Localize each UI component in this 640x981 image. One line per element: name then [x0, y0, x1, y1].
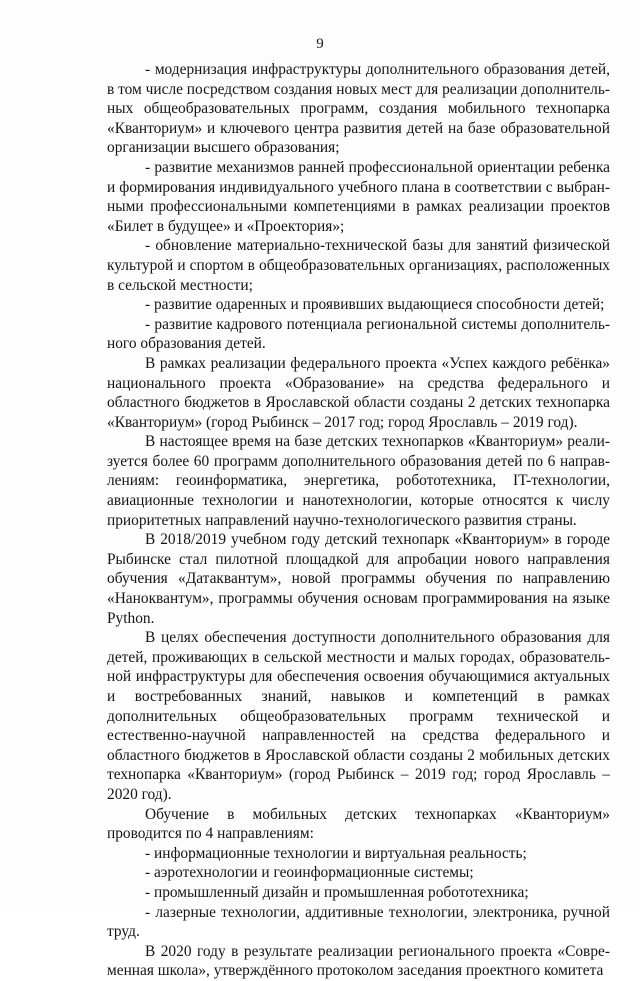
- paragraph-directions-intro: Обучение в мобильных детских технопарках «Кванториум» проводится по 4 направлениям:: [107, 805, 610, 843]
- list-item-design: - промышленный дизайн и промышленная робототехника;: [145, 883, 529, 901]
- list-item-laser: - лазерные технологии, аддитивные технологии, электроника, ручной труд.: [107, 903, 610, 941]
- document-body: [107, 60, 610, 981]
- page-number: 9: [316, 36, 324, 52]
- paragraph-federal-project: В рамках реализации федерального проекта «Успех каждого ребёнка» национального проекта «Образование» на средства федерального и областного бюджетов в Ярославской области созданы 2 детских технопарка «Кванториум» (город Рыбинск – 2017 год; город Ярославль – 2019 год).: [107, 354, 610, 431]
- paragraph-pilot-site: В 2018/2019 учебном году детский технопарк «Кванториум» в городе Рыбинске стал пилотной площадкой для апробации нового направления обучения «Датаквантум», новой программы обучения по направлению «Наноквантум», программы обучения основам программирования на языке Python.: [107, 531, 610, 627]
- paragraph-programs: В настоящее время на базе детских технопарков «Кванториум» реализуется более 60 программ дополнительного образования детей по 6 направлениям: геоинформатика, энергетика, робототехника, IT-технологии, авиационные технологии и нанотехнологии, которые относятся к числу приоритетных направлений научно-технологического развития страны.: [107, 433, 610, 529]
- paragraph-staff-potential: - развитие кадрового потенциала региональной системы дополнительного образования детей.: [107, 315, 610, 353]
- list-item-it: - информационные технологии и виртуальная реальность;: [145, 844, 527, 862]
- paragraph-infrastructure: - модернизация инфраструктуры дополнительного образования детей, в том числе посредством создания новых мест для реализации дополнительных общеобразовательных программ, создания мобильного технопарка «Кванториум» и ключевого центра развития детей на базе образовательной организации высшего образования;: [107, 61, 610, 157]
- paragraph-career-guidance: - развитие механизмов ранней профессиональной ориентации ребенка и формирования индивидуального учебного плана в соответствии с выбранными профессиональными компетенциями в рамках реализации проектов «Билет в будущее» и «Проектория»;: [107, 158, 610, 235]
- paragraph-mobile-technoparks: В целях обеспечения доступности дополнительного образования для детей, проживающих в сельской местности и малых городах, образовательной инфраструктуры для обеспечения освоения обучающимися актуальных и востребованных знаний, навыков и компетенций в рамках дополнительных общеобразовательных программ технической и естественно-научной направленностей на средства федерального и областного бюджетов в Ярославской области созданы 2 мобильных детских технопарка «Кванториум» (город Рыбинск – 2019 год; город Ярославль – 2020 год).: [107, 629, 610, 803]
- paragraph-modern-school: В 2020 году в результате реализации регионального проекта «Современная школа», утверждённого протоколом заседания проектного комитета: [107, 942, 610, 980]
- paragraph-sports-base: - обновление материально-технической базы для занятий физической культурой и спортом в общеобразовательных организациях, расположенных в сельской местности;: [107, 237, 610, 294]
- list-item-aero: - аэротехнологии и геоинформационные системы;: [145, 864, 474, 882]
- paragraph-gifted-children: - развитие одаренных и проявивших выдающиеся способности детей;: [145, 296, 605, 314]
